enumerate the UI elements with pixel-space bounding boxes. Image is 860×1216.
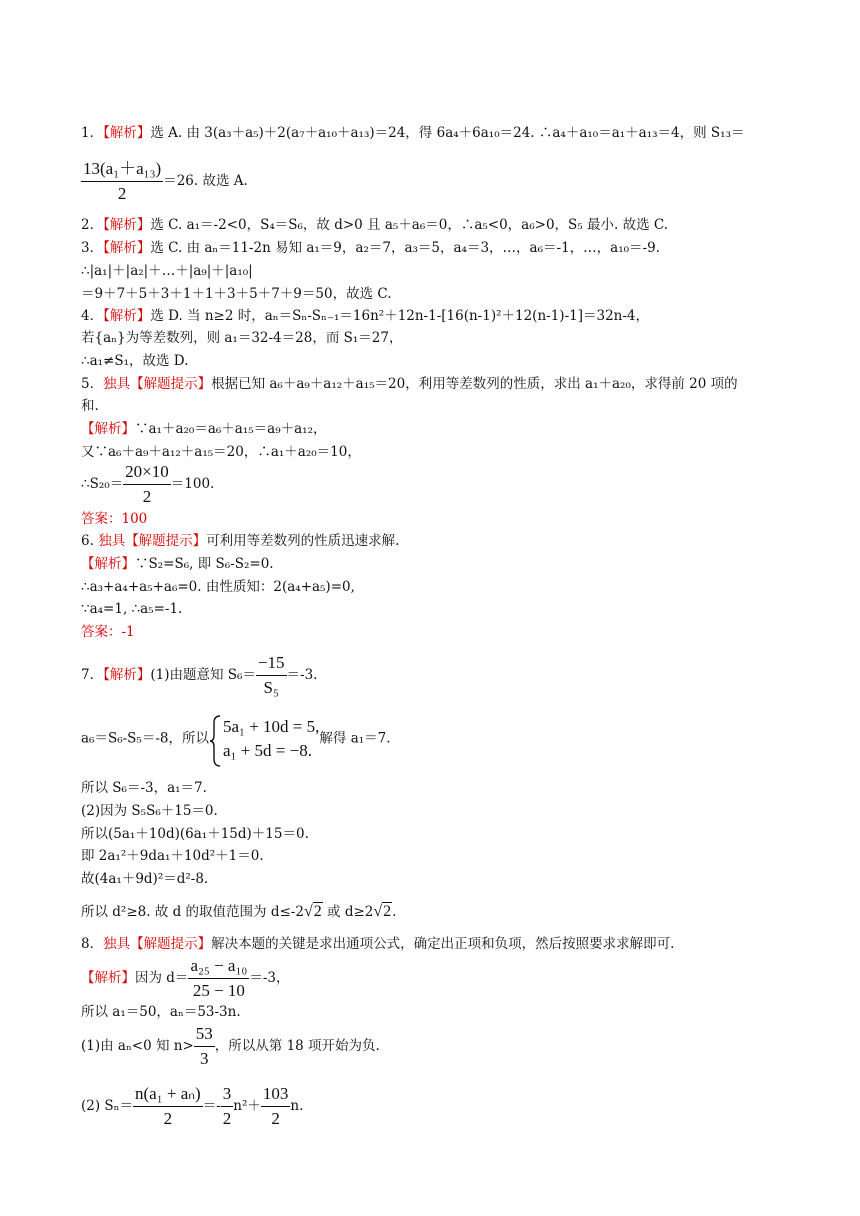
solution-7-line8: 所以 d²≥8. 故 d 的取值范围为 d≤-2√2 或 d≥2√2. — [81, 903, 397, 920]
sqrt: √2 — [303, 903, 322, 920]
answer-6: 答案：-1 — [81, 624, 135, 640]
analysis-tag: 【解析】 — [81, 970, 135, 986]
fraction: $\frac{53}{3}$ — [195, 1024, 213, 1068]
solution-7-line5: 所以(5a₁＋10d)(6a₁＋15d)＋15＝0. — [81, 826, 309, 842]
solution-4-line2: 若{aₙ}为等差数列，则 a₁＝32-4＝28，而 S₁＝27， — [81, 330, 403, 346]
fraction: $\frac{3}{2}$ — [222, 1084, 232, 1128]
analysis-tag: 【解析】 — [103, 667, 151, 683]
solution-7-line3: 所以 S₆＝-3，a₁＝7. — [81, 780, 207, 796]
answer-5: 答案：100 — [81, 511, 148, 527]
hint-tag: 【解题提示】 — [130, 936, 212, 952]
solution-2: 2．【解析】选 C. a₁＝-2<0，S₄＝S₆，故 d>0 且 a₅＋a₆＝0，∴a₅<0，a₆>0，S₅ 最小. 故选 C. — [81, 217, 669, 233]
fraction: $\frac{103}{2}$ — [262, 1084, 289, 1128]
fraction: $\frac{\text{a₂₅ − a₁₀}}{25 - 10}$ — [190, 956, 248, 1000]
analysis-tag: 【解析】 — [103, 217, 151, 233]
solution-3: 3．【解析】选 C. 由 aₙ＝11-2n 易知 a₁＝9，a₂＝7，a₃＝5，a₄＝3，…，a₆＝-1，…，a₁₀＝-9. — [81, 240, 660, 256]
solution-5-analysis: 【解析】∵a₁＋a₂₀＝a₆＋a₁₅＝a₉＋a₁₂， — [81, 421, 327, 437]
solution-8-analysis: 【解析】因为 d＝ $\frac{\text{a₂₅ − a₁₀}}{25 - 10}$ ＝-3， — [81, 956, 290, 1000]
solution-4-line3: ∴a₁≠S₁，故选 D. — [81, 353, 189, 369]
solution-6-hint: 6. 独具【解题提示】可利用等差数列的性质迅速求解. — [81, 533, 400, 549]
solution-7-line7: 故(4a₁＋9d)²＝d²-8. — [81, 871, 209, 887]
fraction: $\frac{\text{n(a₁ + aₙ)}}{2}$ — [135, 1084, 201, 1128]
solution-7: 7．【解析】(1)由题意知 S₆＝ $\frac{-15}{\text{S₅}}$ ＝-3. — [81, 653, 318, 697]
hint-tag: 【解题提示】 — [130, 376, 212, 392]
exclusive-tag: 独具 — [103, 376, 131, 392]
solution-6-analysis: 【解析】∵S₂=S₆, 即 S₆-S₂=0. — [81, 556, 274, 572]
fraction: $\frac{-15}{\text{S₅}}$ — [257, 653, 285, 697]
solution-4: 4．【解析】选 D. 当 n≥2 时，aₙ＝Sₙ-Sₙ₋₁＝16n²＋12n-1-[16(n-1)²＋12(n-1)-1]＝32n-4， — [81, 308, 650, 324]
analysis-tag: 【解析】 — [81, 556, 135, 572]
analysis-tag: 【解析】 — [103, 308, 151, 324]
solution-8-part1: (1)由 aₙ<0 知 n> $\frac{53}{3}$ ，所以从第 18 项开始为负. — [81, 1024, 380, 1068]
solution-7-system: a₆＝S₆-S₅＝-8，所以 5a₁ + 10d = 5, a₁ + 5d = −8. 解得 a₁＝7. — [81, 715, 391, 763]
solution-5-formula: ∴S₂₀＝ $\frac{20\times 10}{2}$ ＝100. — [81, 462, 215, 506]
solution-text: ＝26. 故选 A. — [163, 173, 248, 189]
analysis-tag: 【解析】 — [103, 125, 151, 141]
equation-system: 5a₁ + 10d = 5, a₁ + 5d = −8. — [209, 715, 319, 763]
solution-3-line3: ＝9＋7＋5＋3＋1＋1＋3＋5＋7＋9＝50，故选 C. — [81, 286, 392, 302]
solution-1-formula — [81, 158, 248, 205]
analysis-tag: 【解析】 — [81, 421, 135, 437]
solution-6-line3: ∴a₃+a₄+a₅+a₆=0. 由性质知：2(a₄+a₅)=0, — [81, 579, 355, 595]
solution-7-line4: (2)因为 S₅S₆＋15＝0. — [81, 803, 218, 819]
solution-1 — [81, 124, 745, 142]
analysis-tag: 【解析】 — [103, 240, 151, 256]
left-brace-icon — [209, 715, 221, 767]
solution-8-hint: 8．独具【解题提示】解决本题的关键是求出通项公式，确定出正项和负项，然后按照要求求解即可. — [81, 936, 675, 952]
sqrt: √2 — [373, 903, 392, 920]
fraction: $\frac{\text{13(a₁＋a₁₃)}}{2}$ — [83, 159, 162, 203]
solution-5-hint: 5．独具【解题提示】根据已知 a₆＋a₉＋a₁₂＋a₁₅＝20，利用等差数列的性质，求出 a₁＋a₂₀，求得前 20 项的 — [81, 376, 738, 392]
solution-8-line3: 所以 a₁＝50，aₙ＝53-3n. — [81, 1004, 241, 1020]
exclusive-tag: 独具 — [98, 533, 126, 549]
exclusive-tag: 独具 — [103, 936, 131, 952]
solution-8-part2: (2) Sₙ＝ $\frac{\text{n(a₁ + aₙ)}}{2}$ ＝- $\frac{3}{2}$ n²＋ $\frac{103}{2}$ n. — [81, 1084, 304, 1128]
solution-7-line6: 即 2a₁²＋9da₁＋10d²＋1＝0. — [81, 848, 264, 864]
fraction: $\frac{20\times 10}{2}$ — [125, 462, 169, 506]
solution-3-line2: ∴|a₁|＋|a₂|＋…＋|a₉|＋|a₁₀| — [81, 263, 253, 279]
solution-5-line4: 又∵a₆＋a₉＋a₁₂＋a₁₅＝20，∴a₁＋a₂₀＝10， — [81, 444, 361, 460]
hint-tag: 【解题提示】 — [125, 533, 207, 549]
solution-6-line4: ∵a₄=1, ∴a₅=-1. — [81, 601, 183, 617]
item-number: 1． — [81, 125, 104, 141]
solution-text: 选 A. 由 3(a₃＋a₅)＋2(a₇＋a₁₀＋a₁₃)＝24，得 6a₄＋6a₁₀＝24. ∴a₄＋a₁₀＝a₁＋a₁₃＝4，则 S₁₃＝ — [150, 125, 745, 141]
solution-5-line2: 和. — [81, 398, 99, 414]
